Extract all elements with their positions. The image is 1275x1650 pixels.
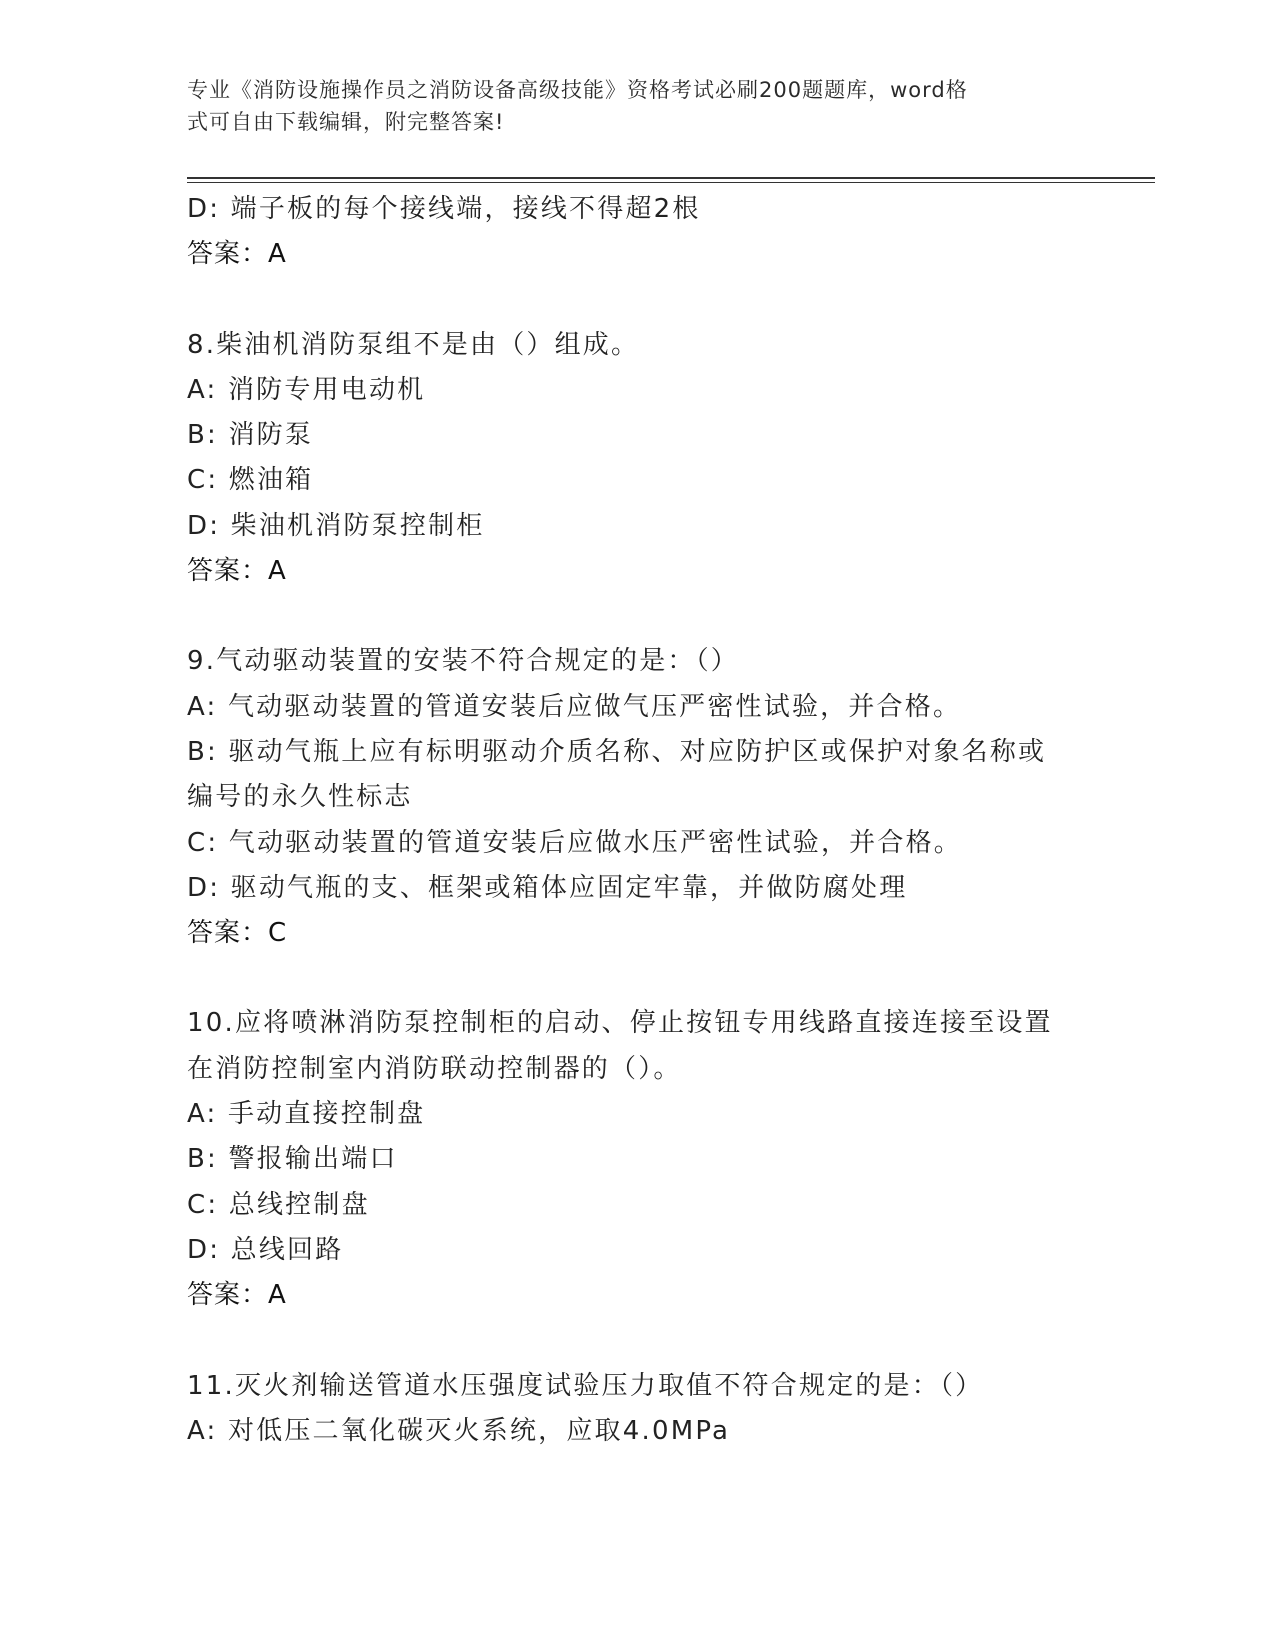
answer: 答案：A <box>187 239 287 270</box>
question-8 <box>187 323 1087 595</box>
option-d: D: 驱动气瓶的支、框架或箱体应固定牢靠，并做防腐处理 <box>187 872 908 903</box>
question-10 <box>187 1001 1087 1318</box>
option-a: A: 消防专用电动机 <box>187 374 426 405</box>
question-stem: 11.灭火剂输送管道水压强度试验压力取值不符合规定的是：（） <box>187 1370 984 1401</box>
option-b: B: 消防泵 <box>187 420 314 451</box>
question-stem: 9.气动驱动装置的安装不符合规定的是：（） <box>187 646 740 677</box>
question-11 <box>187 1364 1087 1455</box>
option-d: D: 总线回路 <box>187 1234 344 1265</box>
question-stem: 8.柴油机消防泵组不是由（）组成。 <box>187 329 640 360</box>
question-list <box>187 187 1087 1454</box>
option-b: B: 警报输出端口 <box>187 1144 398 1175</box>
spacer <box>187 956 1087 1001</box>
option-c: C: 总线控制盘 <box>187 1189 370 1220</box>
question-stem-line-2: 在消防控制室内消防联动控制器的（）。 <box>187 1053 682 1084</box>
header-rule-thin <box>187 182 1155 183</box>
header-line-2: 式可自由下载编辑，附完整答案! <box>187 110 505 134</box>
header-rule-thick <box>187 177 1155 179</box>
answer: 答案：C <box>187 918 288 949</box>
question-stem-line-1: 10.应将喷淋消防泵控制柜的启动、停止按钮专用线路直接连接至设置 <box>187 1008 1053 1039</box>
header-line-1: 专业《消防设施操作员之消防设备高级技能》资格考试必刷200题题库，word格 <box>187 78 968 102</box>
option-a: A: 手动直接控制盘 <box>187 1099 426 1130</box>
option-c: C: 气动驱动装置的管道安装后应做水压严密性试验，并合格。 <box>187 827 962 858</box>
spacer <box>187 594 1087 639</box>
option-b-line-2: 编号的永久性标志 <box>187 782 413 813</box>
option-b-line-1: B: 驱动气瓶上应有标明驱动介质名称、对应防护区或保护对象名称或 <box>187 736 1047 767</box>
page-header <box>187 74 1067 138</box>
option-a: A: 对低压二氧化碳灭火系统，应取4.0MPa <box>187 1415 731 1446</box>
answer: 答案：A <box>187 1280 287 1311</box>
option-d: D: 柴油机消防泵控制柜 <box>187 510 485 541</box>
question-9 <box>187 639 1087 956</box>
option-c: C: 燃油箱 <box>187 465 314 496</box>
option-a: A: 气动驱动装置的管道安装后应做气压严密性试验，并合格。 <box>187 691 962 722</box>
question-prev-tail <box>187 187 1087 278</box>
spacer <box>187 1319 1087 1364</box>
answer: 答案：A <box>187 556 287 587</box>
option-d: D: 端子板的每个接线端，接线不得超2根 <box>187 194 701 224</box>
spacer <box>187 278 1087 323</box>
